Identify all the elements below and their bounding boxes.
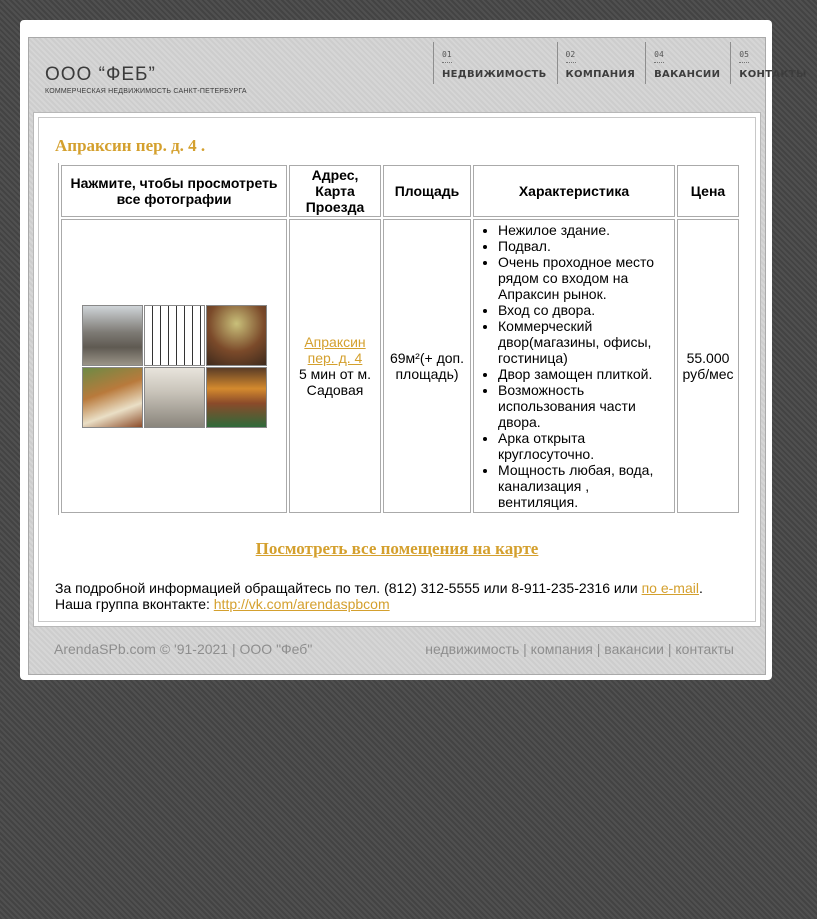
page-title: Апраксин пер. д. 4 . <box>55 136 206 155</box>
photo-gallery[interactable] <box>82 305 267 428</box>
logo-subtitle: КОММЕРЧЕСКАЯ НЕДВИЖИМОСТЬ САНКТ-ПЕТЕРБУРГА <box>45 88 247 95</box>
photos-cell <box>61 219 287 513</box>
footer-link-contacts[interactable]: контакты <box>675 641 734 657</box>
nav-number: 02 <box>565 50 576 59</box>
feature-item: • Мощность любая, вода, канализация , вентиляция. <box>498 462 670 510</box>
nav-item-realty[interactable] <box>433 42 557 84</box>
photo-thumbnail[interactable] <box>206 367 267 428</box>
feature-item: • Коммерческий двор(магазины, офисы, гостиница) <box>498 318 670 366</box>
nav-item-contacts[interactable] <box>730 42 816 84</box>
vk-label: Наша группа вконтакте: <box>55 596 214 612</box>
nav-label: НЕДВИЖИМОСТЬ <box>442 69 547 80</box>
price-cell: 55.000 руб/мес <box>677 219 739 513</box>
header-area: Площадь <box>383 165 471 217</box>
nav-number: 04 <box>654 50 664 59</box>
nav-label: КОНТАКТЫ <box>739 69 807 80</box>
feature-item: • Возможность использования части двора. <box>498 382 670 430</box>
content-inner <box>38 117 756 622</box>
footer-separator: | <box>519 641 531 657</box>
feature-item: • Подвал. <box>498 238 670 254</box>
nav-label: ВАКАНСИИ <box>654 69 721 80</box>
map-link-container <box>39 539 755 559</box>
site-frame <box>28 37 807 675</box>
property-table <box>58 163 741 515</box>
table-row <box>61 219 739 513</box>
nav-number: 05 <box>739 50 749 59</box>
address-map-link[interactable]: Апраксин пер. д. 4 <box>304 334 366 366</box>
feature-item: • Арка открыта круглосуточно. <box>498 430 670 462</box>
nav-dots <box>739 62 749 65</box>
feature-item: • Нежилое здание. <box>498 222 670 238</box>
view-on-map-link[interactable]: Посмотреть все помещения на карте <box>255 539 539 558</box>
feature-item: • Вход со двора. <box>498 302 670 318</box>
area-cell: 69м²(+ доп. площадь) <box>383 219 471 513</box>
footer-nav <box>425 641 734 657</box>
footer <box>29 625 765 674</box>
contact-info <box>55 580 703 612</box>
address-note: 5 мин от м. Садовая <box>298 366 372 398</box>
footer-link-company[interactable]: компания <box>530 641 593 657</box>
footer-separator: | <box>592 641 605 657</box>
contact-text-end: . <box>698 580 703 596</box>
nav-dots <box>442 62 452 65</box>
footer-link-realty[interactable]: недвижимость <box>425 641 520 657</box>
logo-title: ООО “ФЕБ” <box>45 64 156 85</box>
feature-item: • Двор замощен плиткой. <box>498 366 670 382</box>
nav-dots <box>654 62 664 65</box>
header-photos: Нажмите, чтобы просмотреть все фотографии <box>61 165 287 217</box>
nav-item-company[interactable] <box>557 42 646 84</box>
photo-thumbnail[interactable] <box>82 367 143 428</box>
feature-item: • Очень проходное место рядом со входом на Апраксин рынок. <box>498 254 670 302</box>
table-header-row <box>61 165 739 217</box>
content-area <box>33 112 761 627</box>
header-features: Характеристика <box>473 165 675 217</box>
photo-thumbnail[interactable] <box>82 305 143 366</box>
header <box>29 38 807 112</box>
header-price: Цена <box>677 165 739 217</box>
address-cell <box>289 219 381 513</box>
nav-number: 01 <box>442 50 452 59</box>
photo-thumbnail[interactable] <box>144 367 205 428</box>
logo[interactable] <box>45 65 247 95</box>
footer-link-vacancies[interactable]: вакансии <box>604 641 664 657</box>
vk-link[interactable]: http://vk.com/arendaspbcom <box>213 596 390 612</box>
nav-label: КОМПАНИЯ <box>565 69 636 80</box>
photo-thumbnail[interactable] <box>206 305 267 366</box>
footer-separator: | <box>663 641 676 657</box>
header-address: Адрес, Карта Проезда <box>289 165 381 217</box>
features-cell <box>473 219 675 513</box>
footer-copyright: ArendaSPb.com © '91-2021 | ООО "Феб" <box>54 641 313 657</box>
contact-text: За подробной информацией обращайтесь по тел. (812) 312-5555 или 8-911-235-2316 или <box>55 580 642 596</box>
email-link[interactable]: по e-mail <box>641 580 699 596</box>
page-container <box>20 20 807 680</box>
nav-dots <box>566 62 576 65</box>
photo-thumbnail[interactable] <box>144 305 205 366</box>
nav-item-vacancies[interactable] <box>645 42 730 84</box>
main-nav <box>433 42 817 84</box>
features-list <box>478 222 670 510</box>
